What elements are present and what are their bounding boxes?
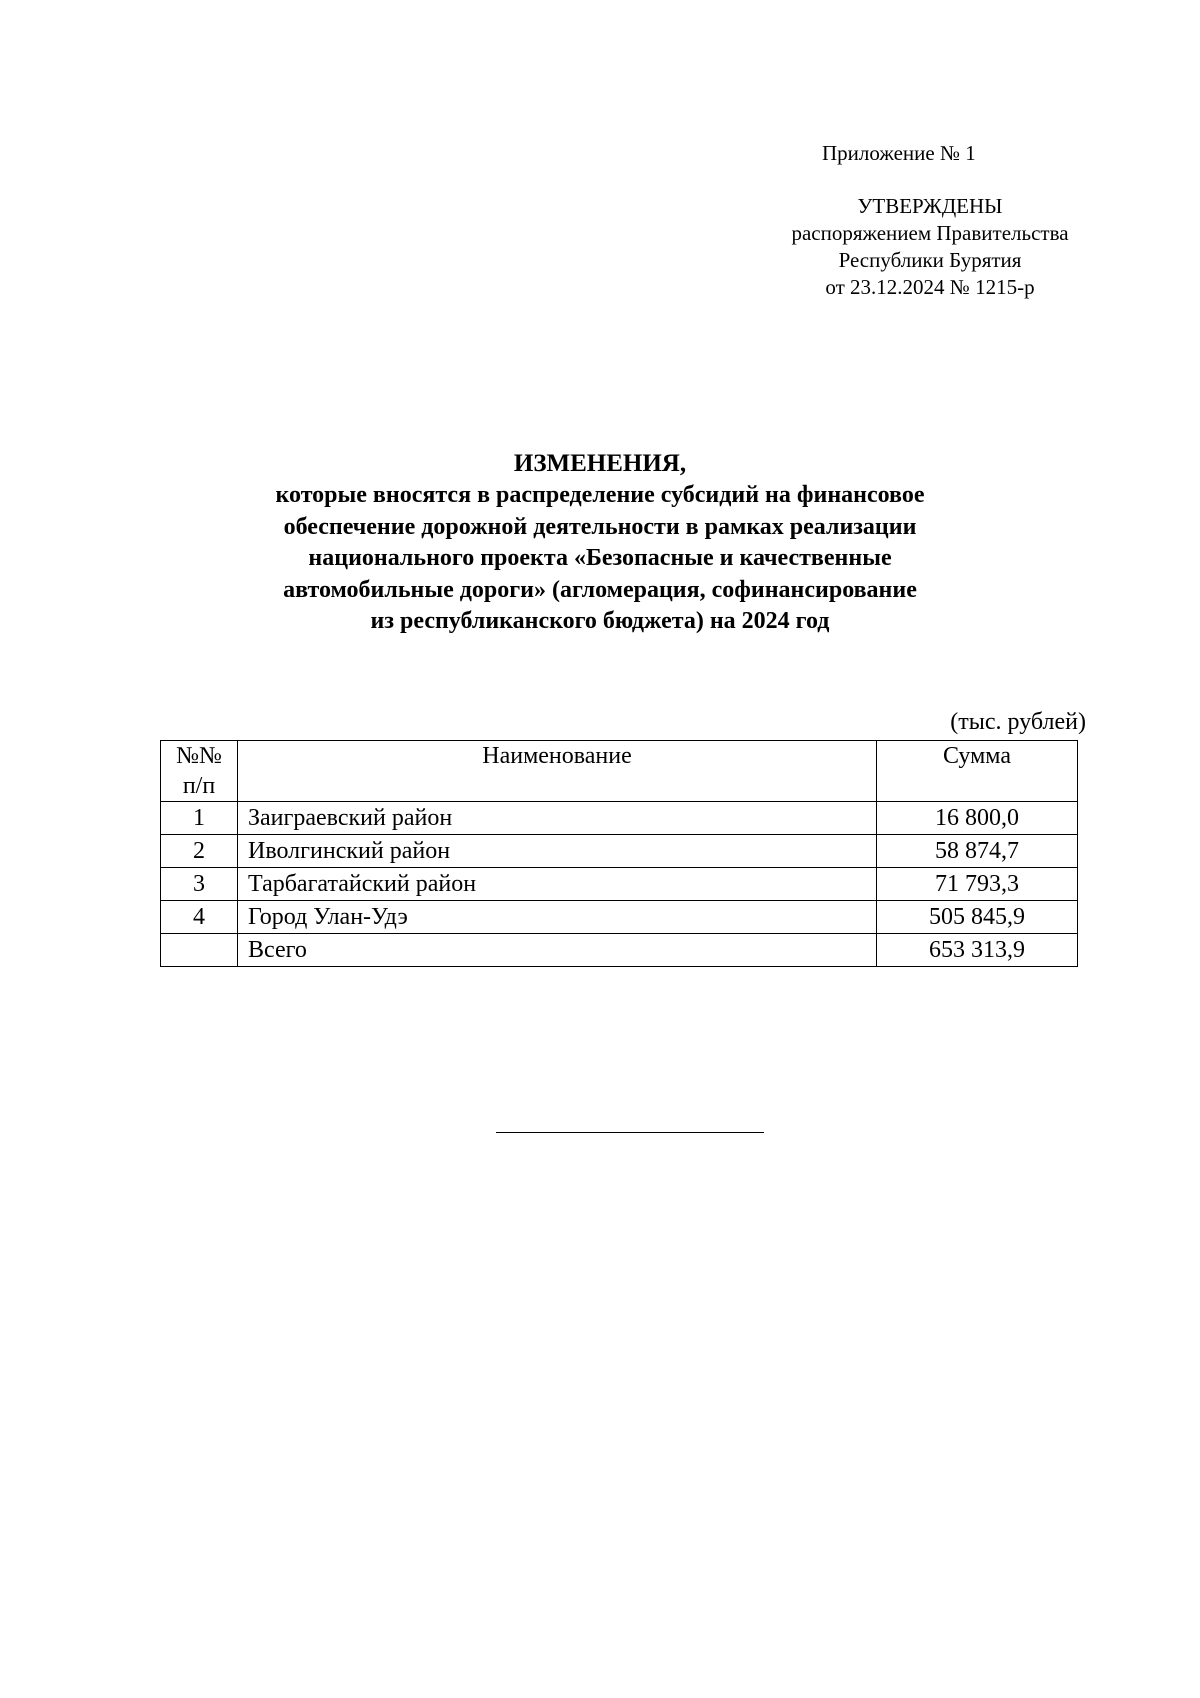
header-number-line1: №№ [176, 743, 222, 769]
header-sum: Сумма [877, 741, 1078, 802]
row-sum: 71 793,3 [877, 868, 1078, 901]
appendix-label: Приложение № 1 [822, 141, 976, 165]
row-number: 4 [161, 901, 238, 934]
row-name: Тарбагатайский район [238, 868, 877, 901]
row-name: Город Улан-Удэ [238, 901, 877, 934]
row-number: 3 [161, 868, 238, 901]
header-number [161, 741, 238, 802]
row-sum: 58 874,7 [877, 835, 1078, 868]
document-title [160, 448, 1040, 638]
table-row [161, 835, 1078, 868]
approval-republic: Республики Бурятия [838, 248, 1022, 272]
document-title-main: ИЗМЕНЕНИЯ, [513, 450, 687, 477]
row-name: Иволгинский район [238, 835, 877, 868]
header-number-line2: п/п [182, 773, 216, 799]
row-sum: 16 800,0 [877, 802, 1078, 835]
table-row [161, 901, 1078, 934]
document-title-subtitle: которые вносятся в распределение субсидий на финансовое обеспечение дорожной деятельности в рамках реализации национального проекта «Безопасные и качественные автомобильные дороги» (агломерация, софинансирование из республиканского бюджета) на 2024 год [275, 482, 925, 634]
allocation-table [160, 740, 1078, 967]
table-row [161, 868, 1078, 901]
total-sum: 653 313,9 [877, 934, 1078, 967]
closing-rule [496, 1132, 764, 1133]
appendix-block [740, 140, 1120, 301]
table-header-row [161, 741, 1078, 802]
total-label: Всего [238, 934, 877, 967]
table-row [161, 802, 1078, 835]
approval-date-number: от 23.12.2024 № 1215-р [825, 275, 1035, 299]
total-number [161, 934, 238, 967]
table-total-row [161, 934, 1078, 967]
row-sum: 505 845,9 [877, 901, 1078, 934]
header-name: Наименование [238, 741, 877, 802]
approval-status: УТВЕРЖДЕНЫ [857, 194, 1003, 218]
row-number: 2 [161, 835, 238, 868]
approval-issuer: распоряжением Правительства [791, 221, 1069, 245]
units-label: (тыс. рублей) [950, 709, 1086, 735]
row-name: Заиграевский район [238, 802, 877, 835]
row-number: 1 [161, 802, 238, 835]
